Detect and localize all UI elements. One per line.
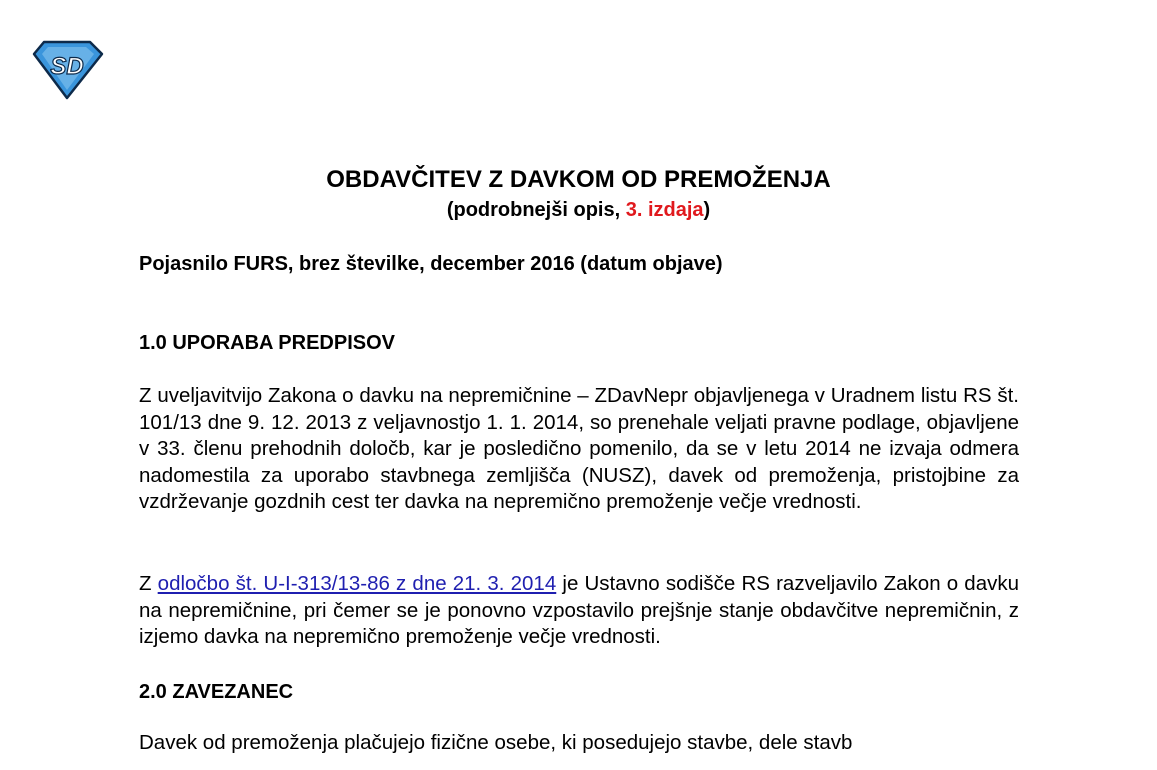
- logo-text: SD: [50, 53, 84, 80]
- document-title: OBDAVČITEV Z DAVKOM OD PREMOŽENJA: [326, 166, 831, 193]
- section-heading-uporaba: 1.0 UPORABA PREDPISOV: [139, 332, 395, 354]
- document-subtitle: [0, 198, 1157, 222]
- subtitle-prefix: (podrobnejši opis,: [446, 199, 626, 221]
- paragraph-zavezanec-partial: Davek od premoženja plačujejo fizične osebe, ki posedujejo stavbe, dele stavb: [139, 731, 853, 754]
- furs-note: Pojasnilo FURS, brez številke, december 2016 (datum objave): [139, 253, 723, 275]
- subtitle-suffix: ): [703, 199, 711, 221]
- paragraph-uporaba-2: [139, 571, 1019, 651]
- paragraph-start: Z: [139, 572, 158, 595]
- paragraph-uporaba-1: Z uveljavitvijo Zakona o davku na nepremičnine – ZDavNepr objavljenega v Uradnem listu RS št. 101/13 dne 9. 12. 2013 z veljavnostjo 1. 1. 2014, so prenehale veljati pravne podlage, objavljene v 33. členu prehodnih določb, kar je posledično pomenilo, da se v letu 2014 ne izvaja odmera nadomestila za uporabo stavbnega zemljišča (NUSZ), davek od premoženja, pristojbine za vzdrževanje gozdnih cest ter davka na nepremično premoženje večje vrednosti.: [139, 384, 1019, 513]
- edition-label: 3. izdaja: [625, 199, 704, 221]
- court-decision-link[interactable]: odločbo št. U-I-313/13-86 z dne 21. 3. 2014: [157, 572, 557, 595]
- paragraph-rest: je Ustavno sodišče RS razveljavilo Zakon o davku na nepremičnine, pri čemer se je ponovno vzpostavilo prejšnje stanje obdavčitve nepremičnin, z izjemo davka na nepremično premoženje večje vrednosti.: [139, 572, 1019, 648]
- sd-logo-icon: [30, 40, 104, 100]
- section-heading-zavezanec: 2.0 ZAVEZANEC: [139, 681, 294, 703]
